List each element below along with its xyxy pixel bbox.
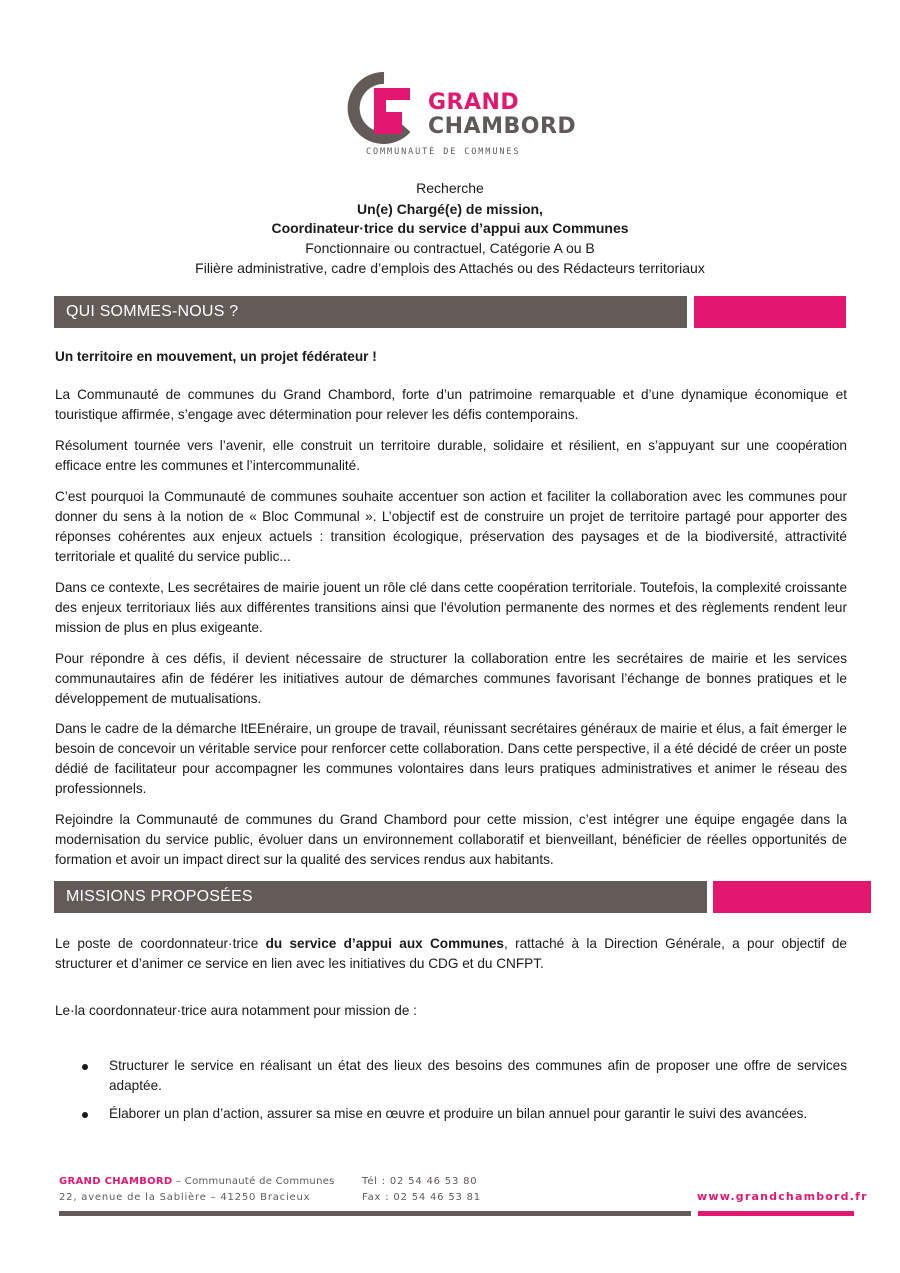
paragraph: Dans ce contexte, Les secrétaires de mairie jouent un rôle clé dans cette coopération territoriale. Toutefois, la complexité croissante des enjeux territoriaux liés aux différentes transitions ainsi que l'évolution permanente des normes et des règlements rendent leur mission de plus en plus exigeante. bbox=[55, 580, 847, 635]
footer-fax: Fax : 02 54 46 53 81 bbox=[362, 1192, 481, 1203]
missions-lead: Le·la coordonnateur·trice aura notamment pour mission de : bbox=[55, 1003, 417, 1018]
header-filiere: Filière administrative, cadre d’emplois des Attachés ou des Rédacteurs territoriaux bbox=[195, 260, 705, 276]
section-accent-bar bbox=[694, 296, 846, 328]
section-title: QUI SOMMES-NOUS ? bbox=[66, 303, 239, 320]
footer-brand: GRAND CHAMBORD bbox=[59, 1176, 173, 1187]
header-job-subtitle: Coordinateur·trice du service d’appui aux Communes bbox=[271, 220, 629, 236]
paragraph: Résolument tournée vers l’avenir, elle construit un territoire durable, solidaire et résilient, en s’appuyant sur une coopération efficace entre les communes et l’intercommunalité. bbox=[55, 438, 847, 473]
footer-address: 22, avenue de la Sablière – 41250 Bracieux bbox=[59, 1192, 311, 1203]
list-item: Élaborer un plan d’action, assurer sa mise en œuvre et produire un bilan annuel pour garantir le suivi des avancées. bbox=[109, 1106, 808, 1121]
logo-text-grand: GRAND bbox=[428, 90, 520, 115]
paragraph: C’est pourquoi la Communauté de communes souhaite accentuer son action et faciliter la collaboration avec les communes pour donner du sens à la notion de « Bloc Communal ». L’objectif est de construire un projet de territoire partagé pour apporter des réponses cohérentes aux enjeux actuels : transition écologique, préservation des paysages et de la biodiversité, attractivité territoriale et qualité du service public... bbox=[55, 489, 847, 564]
bullet-icon bbox=[82, 1064, 88, 1070]
section-accent-bar bbox=[713, 881, 871, 913]
paragraph: Dans le cadre de la démarche ItEEnéraire, un groupe de travail, réunissant secrétaires généraux de mairie et élus, a fait émerger le besoin de concevoir un véritable service pour renforcer cette collaboration. Dans cette perspective, il a été décidé de créer un poste dédié de facilitateur pour accompagner les communes volontaires dans leurs pratiques administratives et animer le réseau des professionnels. bbox=[55, 721, 847, 796]
header-recherche: Recherche bbox=[416, 180, 484, 196]
footer-website-link[interactable]: www.grandchambord.fr bbox=[697, 1190, 868, 1203]
logo bbox=[344, 72, 577, 162]
grand-chambord-logo-icon bbox=[344, 72, 424, 144]
footer-phone: Tél : 02 54 46 53 80 bbox=[362, 1176, 478, 1187]
header-status: Fonctionnaire ou contractuel, Catégorie A ou B bbox=[305, 240, 595, 256]
paragraph: La Communauté de communes du Grand Chambord, forte d’un patrimoine remarquable et d’une dynamique économique et touristique affirmée, s’engage avec détermination pour relever les défis contemporains. bbox=[55, 387, 847, 422]
bullet-icon bbox=[82, 1112, 88, 1118]
intro-text: Le poste de coordonnateur·trice bbox=[55, 936, 266, 951]
section-subtitle: Un territoire en mouvement, un projet fédérateur ! bbox=[55, 349, 377, 364]
section-title: MISSIONS PROPOSÉES bbox=[66, 888, 253, 905]
paragraph: Rejoindre la Communauté de communes du Grand Chambord pour cette mission, c’est intégrer une équipe engagée dans la modernisation du service public, évoluer dans un environnement collaboratif et bienveillant, bénéficier de réelles opportunités de formation et avoir un impact direct sur la qualité des services rendus aux habitants. bbox=[55, 812, 847, 867]
logo-text-chambord: CHAMBORD bbox=[428, 114, 577, 139]
logo-subtitle: COMMUNAUTÉ DE COMMUNES bbox=[366, 147, 521, 157]
footer-accent-divider bbox=[698, 1211, 854, 1216]
intro-text: , rattaché à la Direction Générale, a pour objectif de structurer et d’animer ce service en lien avec les initiatives du CDG et du CNFPT. bbox=[55, 936, 847, 971]
paragraph: Pour répondre à ces défis, il devient nécessaire de structurer la collaboration entre les secrétaires de mairie et les services communautaires afin de fédérer les initiatives autour de démarches communes favorisant l’échange de bonnes pratiques et le développement de mutualisations. bbox=[55, 651, 847, 706]
footer-divider bbox=[59, 1211, 691, 1216]
section-bar-qui-sommes-nous bbox=[54, 296, 687, 328]
list-item: Structurer le service en réalisant un état des lieux des besoins des communes afin de proposer une offre de services adaptée. bbox=[109, 1058, 847, 1093]
footer-organization bbox=[59, 1176, 335, 1187]
section-bar-missions bbox=[54, 881, 707, 913]
header-job-title: Un(e) Chargé(e) de mission, bbox=[357, 201, 543, 217]
footer-brand-suffix: – Communauté de Communes bbox=[172, 1176, 335, 1187]
intro-bold: du service d’appui aux Communes bbox=[265, 936, 504, 951]
missions-intro bbox=[55, 934, 847, 974]
